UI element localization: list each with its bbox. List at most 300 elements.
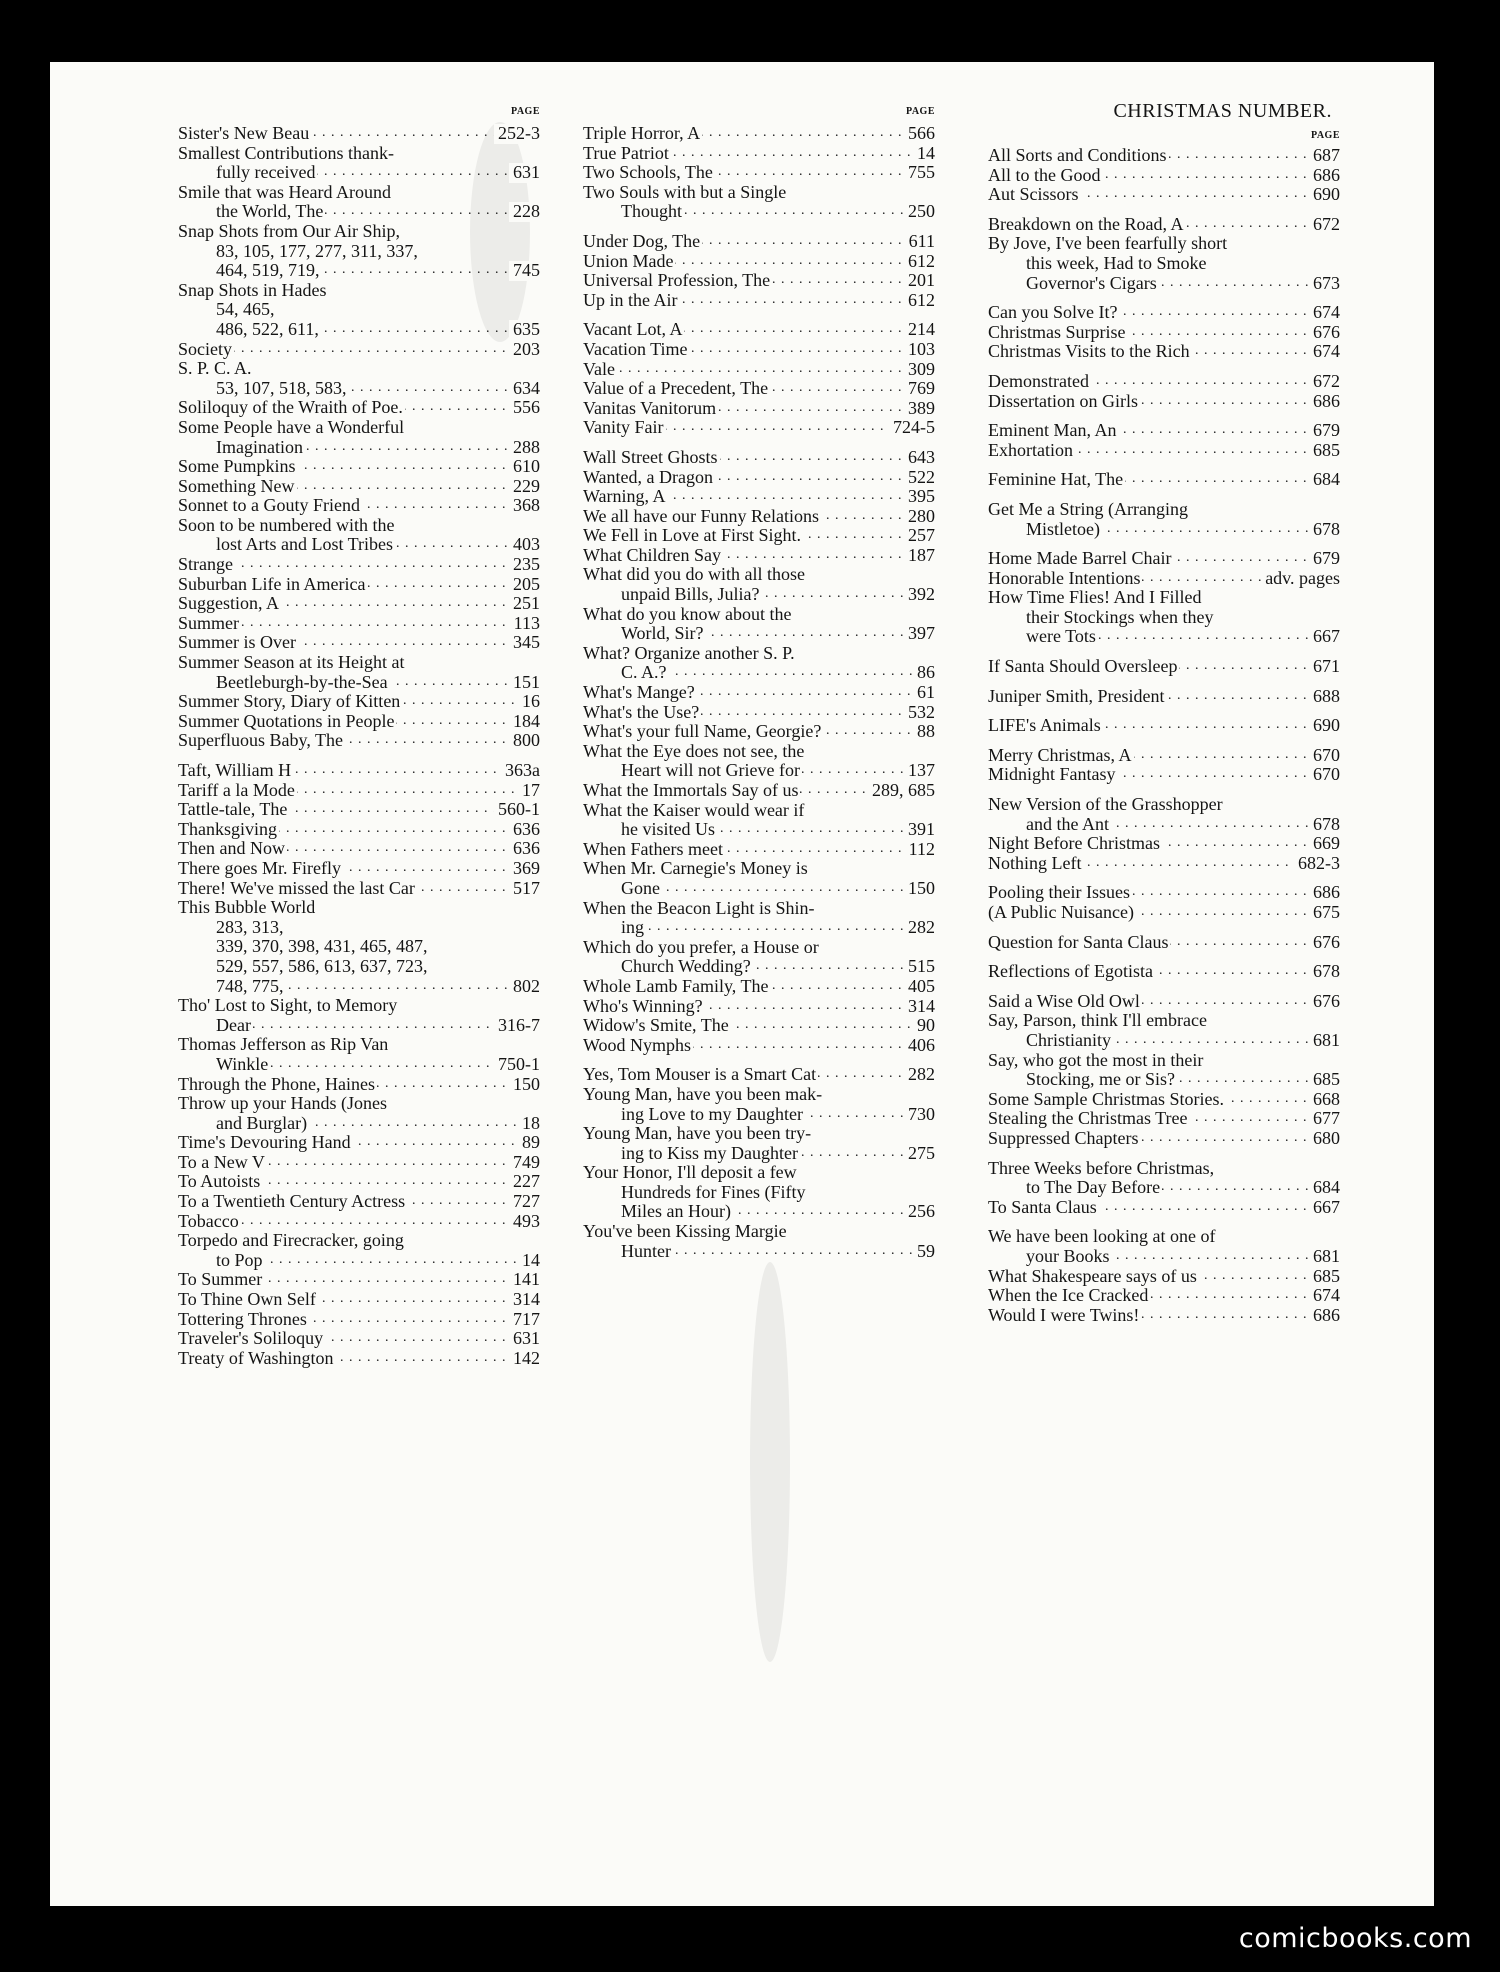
entry-title-line: We have been looking at one of — [988, 1226, 1216, 1247]
index-entry — [988, 549, 1340, 569]
entry-list — [178, 124, 540, 1368]
index-entry — [178, 1133, 540, 1153]
index-entry — [988, 1051, 1340, 1090]
index-entry — [583, 899, 935, 938]
entry-title-line: This Bubble World — [178, 897, 316, 918]
entry-title: Universal Profession, The . . . — [583, 271, 904, 291]
entry-title-line: were Tots . . . — [1026, 627, 1309, 647]
entry-page-number: 345 — [509, 633, 540, 653]
entry-title-line: 83, 105, 177, 277, 311, 337, — [216, 240, 418, 261]
entry-title-line: Mistletoe) . . . — [1026, 520, 1309, 540]
entry-page-number: 150 — [904, 879, 935, 899]
entry-title: Up in the Air . . . — [583, 291, 904, 311]
index-entry — [178, 1094, 540, 1133]
entry-title-line: You've been Kissing Margie — [583, 1221, 787, 1242]
entry-title-line: Winkle . . . — [216, 1055, 494, 1075]
index-entry — [583, 526, 935, 546]
entry-page-number: 14 — [518, 1251, 540, 1271]
entry-page-number: adv. pages — [1261, 569, 1340, 589]
index-entry — [988, 903, 1340, 923]
index-entry — [988, 1159, 1340, 1198]
entry-title: Vanitas Vanitorum . . . — [583, 399, 904, 419]
entry-title: All to the Good . . . — [988, 166, 1309, 186]
index-entry — [583, 997, 935, 1017]
entry-title: Honorable Intentions . . . — [988, 569, 1261, 589]
index-entry — [988, 421, 1340, 441]
entry-title: Through the Phone, Haines . . . — [178, 1075, 509, 1095]
index-entry — [583, 379, 935, 399]
index-entry — [988, 234, 1340, 293]
entry-title: Strange . . . — [178, 555, 509, 575]
entry-page-number: 90 — [913, 1016, 935, 1036]
entry-title: Sister's New Beau . . . — [178, 124, 494, 144]
entry-title: Vale . . . — [583, 360, 904, 380]
index-entry — [583, 448, 935, 468]
entry-page-number: 636 — [509, 839, 540, 859]
index-entry — [178, 1075, 540, 1095]
entry-page-number: 395 — [904, 487, 935, 507]
entry-title: All Sorts and Conditions . . . — [988, 146, 1309, 166]
index-entry — [178, 222, 540, 281]
entry-title-line: What the Eye does not see, the — [583, 740, 805, 761]
entry-page-number: 405 — [904, 977, 935, 997]
entry-title: To Santa Claus . . . — [988, 1198, 1309, 1218]
entry-page-number: 151 — [509, 673, 540, 693]
index-entry — [178, 1270, 540, 1290]
index-entry — [988, 441, 1340, 461]
entry-title: True Patriot . . . — [583, 144, 913, 164]
entry-title: Society . . . — [178, 340, 509, 360]
entry-title: Treaty of Washington . . . — [178, 1349, 509, 1369]
index-entry — [988, 1109, 1340, 1129]
entry-title: Tottering Thrones . . . — [178, 1310, 509, 1330]
entry-title: Yes, Tom Mouser is a Smart Cat . . . — [583, 1065, 904, 1085]
index-entry — [178, 496, 540, 516]
entry-title: When Fathers meet . . . — [583, 840, 905, 860]
index-entry — [988, 834, 1340, 854]
entry-title: Breakdown on the Road, A . . . — [988, 215, 1309, 235]
entry-title: Wall Street Ghosts . . . — [583, 448, 904, 468]
index-entry — [178, 477, 540, 497]
entry-page-number: 631 — [509, 1329, 540, 1349]
entry-page-number: 137 — [904, 761, 935, 781]
index-entry — [583, 1085, 935, 1124]
section-gap — [988, 205, 1340, 215]
entry-page-number: 678 — [1309, 520, 1340, 540]
entry-title: Feminine Hat, The . . . — [988, 470, 1309, 490]
index-entry — [988, 569, 1340, 589]
entry-title-line: fully received . . . — [216, 163, 509, 183]
index-entry — [583, 271, 935, 291]
index-entry — [988, 883, 1340, 903]
index-entry — [178, 1329, 540, 1349]
entry-title: Traveler's Soliloquy . . . — [178, 1329, 509, 1349]
entry-title-line: to Pop . . . — [216, 1251, 518, 1271]
entry-title-line: 529, 557, 586, 613, 637, 723, — [216, 955, 428, 976]
entry-page-number: 678 — [1309, 815, 1340, 835]
index-entry — [988, 185, 1340, 205]
section-gap — [583, 1055, 935, 1065]
index-entry — [988, 500, 1340, 539]
entry-page-number: 406 — [904, 1036, 935, 1056]
entry-page-number: 610 — [509, 457, 540, 477]
entry-title: Value of a Precedent, The . . . — [583, 379, 904, 399]
index-entry — [178, 761, 540, 781]
entry-title-line: the World, The . . . — [216, 202, 509, 222]
entry-title: What's your full Name, Georgie? . . . — [583, 722, 913, 742]
entry-title: Nothing Left . . . — [988, 854, 1294, 874]
index-entry — [988, 392, 1340, 412]
index-entry — [583, 507, 935, 527]
section-gap — [988, 460, 1340, 470]
index-entry — [583, 644, 935, 683]
entry-title: Exhortation . . . — [988, 441, 1309, 461]
index-entry — [583, 340, 935, 360]
entry-page-number: 667 — [1309, 1198, 1340, 1218]
entry-page-number: 717 — [509, 1310, 540, 1330]
index-entry — [988, 146, 1340, 166]
entry-page-number: 643 — [904, 448, 935, 468]
entry-title-line: Gone . . . — [621, 879, 904, 899]
entry-page-number: 678 — [1309, 962, 1340, 982]
entry-page-number: 687 — [1309, 146, 1340, 166]
entry-page-number: 184 — [509, 712, 540, 732]
entry-title: Union Made . . . — [583, 252, 904, 272]
entry-title: Who's Winning? . . . — [583, 997, 904, 1017]
index-entry — [178, 614, 540, 634]
index-entry — [178, 996, 540, 1035]
entry-page-number: 150 — [509, 1075, 540, 1095]
entry-title: Some Pumpkins . . . — [178, 457, 509, 477]
entry-title-line: 464, 519, 719, . . . — [216, 261, 509, 281]
entry-page-number: 227 — [509, 1172, 540, 1192]
entry-title: Vacation Time . . . — [583, 340, 904, 360]
entry-page-number: 532 — [904, 703, 935, 723]
entry-page-number: 674 — [1309, 342, 1340, 362]
entry-page-number: 14 — [913, 144, 935, 164]
section-gap — [583, 222, 935, 232]
index-entry — [583, 840, 935, 860]
index-entry — [583, 1222, 935, 1261]
entry-title-line: this week, Had to Smoke — [1026, 252, 1207, 273]
entry-page-number: 682-3 — [1294, 854, 1340, 874]
entry-page-number: 685 — [1309, 1267, 1340, 1287]
entry-page-number: 392 — [904, 585, 935, 605]
index-entry — [988, 1306, 1340, 1326]
entry-page-number: 680 — [1309, 1129, 1340, 1149]
entry-page-number: 676 — [1309, 323, 1340, 343]
entry-title-line: What do you know about the — [583, 603, 792, 624]
index-entry — [583, 163, 935, 183]
index-entry — [178, 124, 540, 144]
section-gap — [988, 923, 1340, 933]
entry-title: To a Twentieth Century Actress . . . — [178, 1192, 509, 1212]
entry-page-number: 679 — [1309, 549, 1340, 569]
index-entry — [178, 1349, 540, 1369]
entry-page-number: 690 — [1309, 185, 1340, 205]
index-entry — [583, 418, 935, 438]
entry-title: Dissertation on Girls . . . — [988, 392, 1309, 412]
entry-title: To a New V . . . — [178, 1153, 509, 1173]
entry-page-number: 88 — [913, 722, 935, 742]
entry-page-number: 142 — [509, 1349, 540, 1369]
entry-title-line: What did you do with all those — [583, 564, 805, 585]
entry-page-number: 672 — [1309, 372, 1340, 392]
index-entry — [583, 1124, 935, 1163]
index-entry — [178, 1310, 540, 1330]
index-entry — [583, 1036, 935, 1056]
entry-title-line: Church Wedding? . . . — [621, 957, 904, 977]
index-entry — [988, 1011, 1340, 1050]
entry-title: Taft, William H . . . — [178, 761, 501, 781]
entry-page-number: 403 — [509, 535, 540, 555]
entry-page-number: 112 — [905, 840, 935, 860]
entry-page-number: 676 — [1309, 933, 1340, 953]
entry-title: Aut Scissors . . . — [988, 185, 1309, 205]
index-entry — [583, 399, 935, 419]
index-entry — [988, 746, 1340, 766]
entry-title-line: Stocking, me or Sis? . . . — [1026, 1070, 1309, 1090]
entry-title-line: Thomas Jefferson as Rip Van — [178, 1034, 389, 1055]
entry-page-number: 314 — [904, 997, 935, 1017]
entry-title: If Santa Should Oversleep . . . — [988, 657, 1309, 677]
index-entry — [988, 215, 1340, 235]
index-entry — [178, 575, 540, 595]
index-entry — [988, 588, 1340, 647]
entry-title: What the Immortals Say of us . . . — [583, 781, 868, 801]
entry-title: What Children Say . . . — [583, 546, 904, 566]
entry-title: (A Public Nuisance) . . . — [988, 903, 1309, 923]
section-gap — [988, 982, 1340, 992]
index-entry — [583, 124, 935, 144]
entry-title-line: and the Ant . . . — [1026, 815, 1309, 835]
index-entry — [988, 166, 1340, 186]
index-entry — [178, 731, 540, 751]
entry-title-line: Some People have a Wonderful — [178, 416, 405, 437]
index-entry — [178, 1212, 540, 1232]
entry-title: Said a Wise Old Owl . . . — [988, 992, 1309, 1012]
index-entry — [583, 938, 935, 977]
entry-page-number: 685 — [1309, 441, 1340, 461]
entry-title-line: Three Weeks before Christmas, — [988, 1157, 1215, 1178]
index-entry — [178, 692, 540, 712]
entry-title-line: he visited Us . . . — [621, 820, 904, 840]
index-entry — [583, 722, 935, 742]
entry-title: Then and Now . . . — [178, 839, 509, 859]
entry-title: Stealing the Christmas Tree . . . — [988, 1109, 1309, 1129]
section-gap — [988, 677, 1340, 687]
entry-title-line: ing Love to my Daughter . . . — [621, 1105, 904, 1125]
index-entry — [583, 252, 935, 272]
entry-page-number: 113 — [510, 614, 540, 634]
entry-page-number: 674 — [1309, 1286, 1340, 1306]
entry-title: Thanksgiving . . . — [178, 820, 509, 840]
section-gap — [988, 706, 1340, 716]
index-entry — [178, 633, 540, 653]
index-entry — [178, 516, 540, 555]
entry-page-number: 670 — [1309, 765, 1340, 785]
index-entry — [178, 183, 540, 222]
entry-title: To Summer . . . — [178, 1270, 509, 1290]
index-entry — [178, 898, 540, 996]
entry-page-number: 288 — [509, 438, 540, 458]
entry-title-line: Thought . . . — [621, 202, 904, 222]
entry-page-number: 493 — [509, 1212, 540, 1232]
entry-title-line: Smallest Contributions thank- — [178, 142, 394, 163]
entry-title: What's Mange? . . . — [583, 683, 913, 703]
entry-title-line: Soon to be numbered with the — [178, 514, 395, 535]
entry-page-number: 802 — [509, 977, 540, 997]
index-entry — [583, 468, 935, 488]
index-entry — [178, 820, 540, 840]
index-entry — [988, 992, 1340, 1012]
index-entry — [178, 1153, 540, 1173]
entry-page-number: 673 — [1309, 274, 1340, 294]
entry-page-number: 560-1 — [494, 800, 540, 820]
entry-title: Pooling their Issues . . . — [988, 883, 1309, 903]
entry-title-line: World, Sir? . . . — [621, 624, 904, 644]
entry-page-number: 686 — [1309, 392, 1340, 412]
entry-page-number: 669 — [1309, 834, 1340, 854]
section-gap — [988, 952, 1340, 962]
entry-title: Merry Christmas, A . . . — [988, 746, 1309, 766]
index-entry — [583, 683, 935, 703]
section-title: CHRISTMAS NUMBER. — [1113, 100, 1332, 122]
entry-title-line: By Jove, I've been fearfully short — [988, 233, 1228, 254]
entry-title: Some Sample Christmas Stories. . . . — [988, 1090, 1309, 1110]
page-column-label: PAGE — [510, 106, 540, 117]
entry-page-number: 282 — [904, 918, 935, 938]
entry-title-line: 53, 107, 518, 583, . . . — [216, 379, 509, 399]
entry-page-number: 685 — [1309, 1070, 1340, 1090]
index-entry — [583, 859, 935, 898]
index-entry — [988, 323, 1340, 343]
entry-title-line: What? Organize another S. P. — [583, 642, 795, 663]
entry-title: There goes Mr. Firefly . . . — [178, 859, 509, 879]
index-entry — [988, 303, 1340, 323]
index-entry — [178, 457, 540, 477]
entry-title: Christmas Visits to the Rich . . . — [988, 342, 1309, 362]
index-entry — [583, 1065, 935, 1085]
entry-page-number: 86 — [913, 663, 935, 683]
index-entry — [178, 555, 540, 575]
entry-page-number: 690 — [1309, 716, 1340, 736]
entry-title-line: Say, who got the most in their — [988, 1049, 1204, 1070]
entry-list — [988, 146, 1340, 1325]
entry-title-line: ing . . . — [621, 918, 904, 938]
entry-page-number: 800 — [509, 731, 540, 751]
entry-title: Summer Story, Diary of Kitten . . . — [178, 692, 518, 712]
entry-title: Night Before Christmas . . . — [988, 834, 1309, 854]
entry-title-line: Imagination . . . — [216, 438, 509, 458]
index-entry — [178, 359, 540, 398]
entry-page-number: 18 — [518, 1114, 540, 1134]
section-gap — [988, 647, 1340, 657]
entry-title-line: Say, Parson, think I'll embrace — [988, 1010, 1208, 1031]
entry-title: Suggestion, A . . . — [178, 594, 509, 614]
entry-title: Whole Lamb Family, The . . . — [583, 977, 904, 997]
entry-page-number: 17 — [518, 781, 540, 801]
index-entry — [178, 1192, 540, 1212]
entry-title-line: their Stockings when they — [1026, 606, 1214, 627]
entry-page-number: 724-5 — [889, 418, 935, 438]
entry-page-number: 309 — [904, 360, 935, 380]
index-entry — [178, 712, 540, 732]
entry-page-number: 252-3 — [494, 124, 540, 144]
entry-page-number: 611 — [905, 232, 935, 252]
entry-title-line: 748, 775, . . . — [216, 977, 509, 997]
index-entry — [178, 281, 540, 340]
entry-title-line: Heart will not Grieve for . . . — [621, 761, 904, 781]
entry-page-number: 688 — [1309, 687, 1340, 707]
entry-title-line: 283, 313, — [216, 916, 284, 937]
entry-title-line: Young Man, have you been try- — [583, 1123, 812, 1144]
entry-title: LIFE's Animals . . . — [988, 716, 1309, 736]
entry-page-number: 275 — [904, 1144, 935, 1164]
entry-title-line: Which do you prefer, a House or — [583, 936, 819, 957]
entry-title: Widow's Smite, The . . . — [583, 1016, 913, 1036]
entry-page-number: 668 — [1309, 1090, 1340, 1110]
entry-title-line: unpaid Bills, Julia? . . . — [621, 585, 904, 605]
entry-title-line: Throw up your Hands (Jones — [178, 1093, 387, 1114]
entry-title: When the Ice Cracked . . . — [988, 1286, 1309, 1306]
entry-page-number: 612 — [904, 291, 935, 311]
index-entry — [583, 1163, 935, 1222]
section-gap — [988, 293, 1340, 303]
entry-title: We all have our Funny Relations . . . — [583, 507, 904, 527]
index-entry — [988, 1227, 1340, 1266]
index-entry — [583, 1016, 935, 1036]
index-entry — [178, 1172, 540, 1192]
entry-title-line: When the Beacon Light is Shin- — [583, 897, 815, 918]
index-entry — [988, 470, 1340, 490]
entry-page-number: 389 — [904, 399, 935, 419]
index-entry — [178, 1231, 540, 1270]
entry-title: We Fell in Love at First Sight. . . . — [583, 526, 904, 546]
entry-page-number: 59 — [913, 1242, 935, 1262]
index-entry — [988, 1198, 1340, 1218]
entry-page-number: 671 — [1309, 657, 1340, 677]
entry-title: Reflections of Egotista . . . — [988, 962, 1309, 982]
entry-title-line: Hundreds for Fines (Fifty — [621, 1181, 806, 1202]
entry-title-line: and Burglar) . . . — [216, 1114, 518, 1134]
entry-title: To Autoists . . . — [178, 1172, 509, 1192]
index-entry — [178, 144, 540, 183]
entry-title-line: Young Man, have you been mak- — [583, 1083, 823, 1104]
entry-title: Wanted, a Dragon . . . — [583, 468, 904, 488]
index-entry — [988, 657, 1340, 677]
entry-page-number: 280 — [904, 507, 935, 527]
entry-title-line: Snap Shots from Our Air Ship, — [178, 220, 401, 241]
entry-title: Vacant Lot, A . . . — [583, 320, 904, 340]
entry-page-number: 686 — [1309, 1306, 1340, 1326]
entry-page-number: 672 — [1309, 215, 1340, 235]
entry-title: Suppressed Chapters . . . — [988, 1129, 1309, 1149]
entry-title: Tobacco . . . — [178, 1212, 509, 1232]
entry-title: Wood Nymphs . . . — [583, 1036, 904, 1056]
entry-title: Tariff a la Mode . . . — [178, 781, 518, 801]
index-entry — [178, 594, 540, 614]
entry-page-number: 257 — [904, 526, 935, 546]
entry-page-number: 61 — [913, 683, 935, 703]
entry-title: Would I were Twins! . . . — [988, 1306, 1309, 1326]
entry-title: Something New . . . — [178, 477, 509, 497]
entry-page-number: 289, 685 — [868, 781, 935, 801]
index-entry — [583, 487, 935, 507]
entry-title-line: your Books . . . — [1026, 1247, 1309, 1267]
site-watermark: comicbooks.com — [1238, 1923, 1472, 1954]
entry-title: Question for Santa Claus . . . — [988, 933, 1309, 953]
